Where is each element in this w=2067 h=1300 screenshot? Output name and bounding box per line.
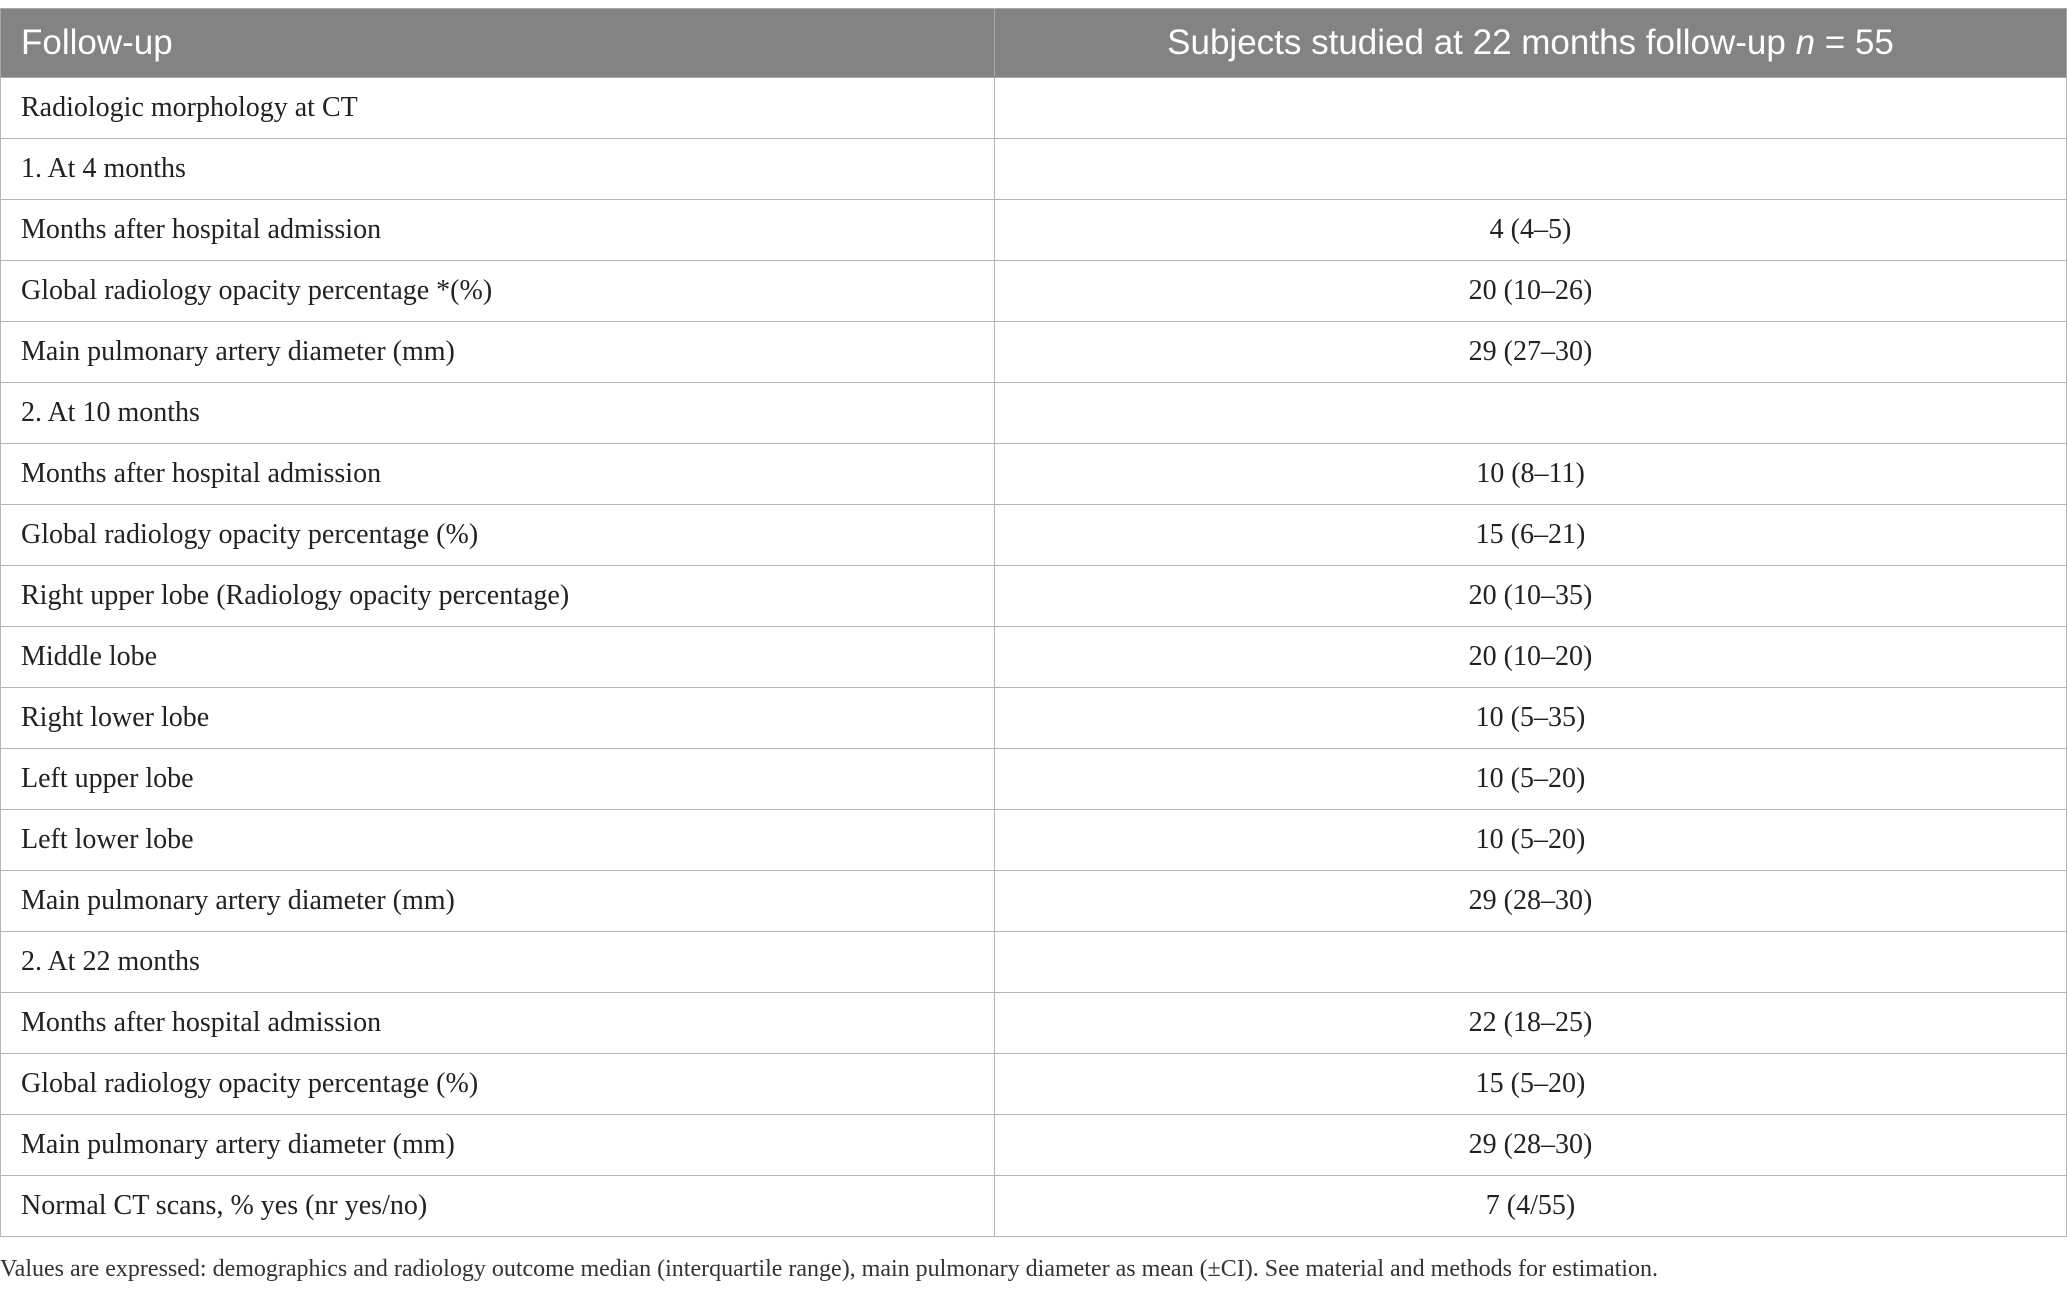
row-label: Normal CT scans, % yes (nr yes/no): [1, 1176, 995, 1237]
row-value: 10 (5–20): [995, 810, 2067, 871]
table-row: [1, 749, 2067, 810]
row-value: [995, 139, 2067, 200]
table-row: [1, 383, 2067, 444]
row-value: 7 (4/55): [995, 1176, 2067, 1237]
table-row: [1, 871, 2067, 932]
follow-up-table: [0, 8, 2067, 1237]
row-label: Main pulmonary artery diameter (mm): [1, 871, 995, 932]
header-subjects-prefix: Subjects studied at 22 months follow-up: [1167, 23, 1796, 62]
row-value: 20 (10–20): [995, 627, 2067, 688]
row-label: 2. At 22 months: [1, 932, 995, 993]
table-footnote: Values are expressed: demographics and radiology outcome median (interquartile range), main pulmonary diameter as mean (±CI). See material and methods for estimation.: [0, 1256, 1658, 1282]
table-row: [1, 200, 2067, 261]
row-value: [995, 78, 2067, 139]
header-subjects: [995, 9, 2067, 78]
row-label: 1. At 4 months: [1, 139, 995, 200]
row-value: 10 (8–11): [995, 444, 2067, 505]
row-label: Months after hospital admission: [1, 444, 995, 505]
table-row: [1, 810, 2067, 871]
row-value: 29 (28–30): [995, 1115, 2067, 1176]
table-row: [1, 1176, 2067, 1237]
table-row: [1, 932, 2067, 993]
header-row: [1, 9, 2067, 78]
table-row: [1, 505, 2067, 566]
table-row: [1, 322, 2067, 383]
table-row: [1, 1054, 2067, 1115]
row-value: 29 (27–30): [995, 322, 2067, 383]
row-label: Main pulmonary artery diameter (mm): [1, 322, 995, 383]
row-value: 20 (10–26): [995, 261, 2067, 322]
row-label: Right lower lobe: [1, 688, 995, 749]
row-label: Radiologic morphology at CT: [1, 78, 995, 139]
row-value: [995, 383, 2067, 444]
row-value: [995, 932, 2067, 993]
header-subjects-n: n: [1795, 23, 1816, 62]
table-row: [1, 627, 2067, 688]
table-row: [1, 78, 2067, 139]
table-row: [1, 993, 2067, 1054]
row-label: Months after hospital admission: [1, 993, 995, 1054]
row-label: 2. At 10 months: [1, 383, 995, 444]
table-row: [1, 139, 2067, 200]
table-row: [1, 688, 2067, 749]
row-value: 15 (6–21): [995, 505, 2067, 566]
row-label: Left lower lobe: [1, 810, 995, 871]
row-label: Global radiology opacity percentage (%): [1, 1054, 995, 1115]
table-row: [1, 566, 2067, 627]
follow-up-table-container: [0, 8, 2067, 1237]
row-value: 20 (10–35): [995, 566, 2067, 627]
header-subjects-suffix: = 55: [1815, 23, 1894, 62]
row-value: 29 (28–30): [995, 871, 2067, 932]
row-value: 22 (18–25): [995, 993, 2067, 1054]
table-header: [1, 9, 2067, 78]
row-value: 4 (4–5): [995, 200, 2067, 261]
table-body: [1, 78, 2067, 1237]
header-follow-up: Follow-up: [1, 9, 995, 78]
row-label: Global radiology opacity percentage *(%): [1, 261, 995, 322]
table-row: [1, 261, 2067, 322]
row-label: Global radiology opacity percentage (%): [1, 505, 995, 566]
row-label: Months after hospital admission: [1, 200, 995, 261]
row-label: Middle lobe: [1, 627, 995, 688]
row-label: Main pulmonary artery diameter (mm): [1, 1115, 995, 1176]
table-row: [1, 1115, 2067, 1176]
table-row: [1, 444, 2067, 505]
row-value: 10 (5–35): [995, 688, 2067, 749]
row-label: Left upper lobe: [1, 749, 995, 810]
row-value: 15 (5–20): [995, 1054, 2067, 1115]
row-value: 10 (5–20): [995, 749, 2067, 810]
row-label: Right upper lobe (Radiology opacity percentage): [1, 566, 995, 627]
